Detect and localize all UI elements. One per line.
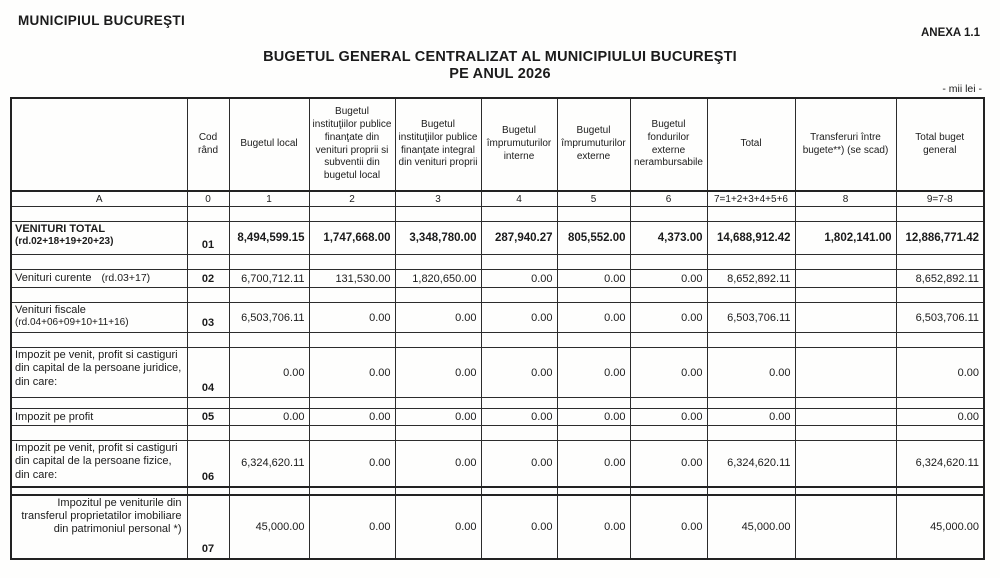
table-row	[11, 495, 984, 559]
col-code: 0	[187, 191, 229, 207]
indicator-text: Venituri curente	[15, 272, 92, 285]
indicator-text: Impozit pe venit, profit si castiguri din capital de la persoane juridice, din care:	[15, 349, 182, 388]
value-cell: 0.00	[557, 409, 630, 426]
value-cell: 0.00	[395, 409, 481, 426]
indicator-text: Impozitul pe veniturile din transferul proprietatilor imobiliare din patrimoniul personal *)	[21, 496, 182, 536]
col-header-imprumuturi-externe: Bugetul împrumuturilor externe	[557, 98, 630, 191]
column-code-row	[11, 191, 984, 207]
col-code: 1	[229, 191, 309, 207]
value-cell: 0.00	[630, 441, 707, 487]
value-cell	[795, 409, 896, 426]
unit-note: - mii lei -	[942, 83, 982, 95]
col-code: 9=7-8	[896, 191, 984, 207]
value-cell: 0.00	[630, 303, 707, 333]
value-cell: 8,652,892.11	[896, 270, 984, 288]
col-header-bugetul-local: Bugetul local	[229, 98, 309, 191]
col-code: 6	[630, 191, 707, 207]
value-cell: 0.00	[896, 409, 984, 426]
value-cell: 6,503,706.11	[896, 303, 984, 333]
col-header-indicator	[11, 98, 187, 191]
cod-rand-cell: 03	[187, 303, 229, 333]
formula-text: (rd.03+17)	[101, 272, 151, 285]
value-cell: 0.00	[707, 348, 795, 398]
value-cell	[795, 495, 896, 559]
value-cell: 0.00	[229, 348, 309, 398]
document-title-line1: BUGETUL GENERAL CENTRALIZAT AL MUNICIPIULUI BUCUREŞTI	[263, 49, 737, 65]
col-header-institutii-integral: Bugetul instituţiilor publice finanţate integral din venituri proprii	[395, 98, 481, 191]
cod-rand-cell: 01	[187, 222, 229, 255]
value-cell: 0.00	[395, 495, 481, 559]
col-header-cod-rand: Cod rând	[187, 98, 229, 191]
row-label	[11, 409, 187, 426]
value-cell: 131,530.00	[309, 270, 395, 288]
value-cell: 0.00	[481, 348, 557, 398]
spacer-row	[11, 333, 984, 348]
col-code: A	[11, 191, 187, 207]
value-cell: 0.00	[481, 409, 557, 426]
col-code: 5	[557, 191, 630, 207]
col-header-total-general: Total buget general	[896, 98, 984, 191]
value-cell: 0.00	[229, 409, 309, 426]
value-cell: 14,688,912.42	[707, 222, 795, 255]
spacer-row	[11, 487, 984, 495]
value-cell: 0.00	[309, 303, 395, 333]
col-code: 8	[795, 191, 896, 207]
value-cell: 0.00	[896, 348, 984, 398]
header-row	[11, 98, 984, 191]
row-label	[11, 495, 187, 559]
annex-label: ANEXA 1.1	[920, 27, 980, 39]
value-cell: 0.00	[309, 495, 395, 559]
value-cell: 6,324,620.11	[229, 441, 309, 487]
col-code: 4	[481, 191, 557, 207]
formula-text: (rd.02+18+19+20+23)	[15, 236, 114, 248]
indicator-text: VENITURI TOTAL	[15, 223, 106, 235]
value-cell: 0.00	[309, 409, 395, 426]
value-cell: 0.00	[395, 303, 481, 333]
table-row	[11, 409, 984, 426]
row-label	[11, 270, 187, 288]
value-cell: 1,802,141.00	[795, 222, 896, 255]
value-cell	[795, 348, 896, 398]
value-cell: 6,324,620.11	[896, 441, 984, 487]
col-code: 7=1+2+3+4+5+6	[707, 191, 795, 207]
value-cell: 0.00	[395, 348, 481, 398]
spacer-row	[11, 288, 984, 303]
value-cell: 1,820,650.00	[395, 270, 481, 288]
value-cell: 0.00	[481, 495, 557, 559]
row-label	[11, 303, 187, 333]
cod-rand-cell: 04	[187, 348, 229, 398]
spacer-row	[11, 426, 984, 441]
value-cell: 6,503,706.11	[229, 303, 309, 333]
indicator-text: Impozit pe profit	[15, 410, 94, 423]
value-cell: 3,348,780.00	[395, 222, 481, 255]
col-code: 3	[395, 191, 481, 207]
row-label	[11, 222, 187, 255]
table-row	[11, 222, 984, 255]
value-cell: 0.00	[707, 409, 795, 426]
table-row	[11, 348, 984, 398]
cod-rand-cell: 02	[187, 270, 229, 288]
value-cell: 45,000.00	[229, 495, 309, 559]
document-title-line2: PE ANUL 2026	[449, 66, 551, 82]
value-cell: 0.00	[481, 270, 557, 288]
row-label	[11, 441, 187, 487]
col-header-fonduri-externe: Bugetul fondurilor externe nerambursabile	[630, 98, 707, 191]
value-cell	[795, 303, 896, 333]
value-cell: 0.00	[557, 495, 630, 559]
col-code: 2	[309, 191, 395, 207]
spacer-row	[11, 398, 984, 409]
value-cell: 0.00	[630, 409, 707, 426]
cod-rand-cell: 06	[187, 441, 229, 487]
value-cell: 0.00	[557, 441, 630, 487]
col-header-institutii-subventii: Bugetul instituţiilor publice finanţate din venituri proprii si subventii din bugetul local	[309, 98, 395, 191]
value-cell: 0.00	[481, 441, 557, 487]
budget-table	[10, 97, 985, 560]
value-cell: 0.00	[309, 348, 395, 398]
value-cell: 0.00	[630, 270, 707, 288]
value-cell: 0.00	[630, 495, 707, 559]
value-cell: 4,373.00	[630, 222, 707, 255]
value-cell: 0.00	[557, 303, 630, 333]
value-cell: 0.00	[481, 303, 557, 333]
spacer-row	[11, 207, 984, 222]
cod-rand-cell: 05	[187, 409, 229, 426]
indicator-text: Impozit pe venit, profit si castiguri din capital de la persoane fizice, din care:	[15, 442, 178, 481]
value-cell	[795, 270, 896, 288]
value-cell: 0.00	[557, 270, 630, 288]
value-cell: 0.00	[557, 348, 630, 398]
table-row	[11, 441, 984, 487]
table-row	[11, 270, 984, 288]
col-header-transferuri: Transferuri între bugete**) (se scad)	[795, 98, 896, 191]
value-cell: 12,886,771.42	[896, 222, 984, 255]
value-cell: 45,000.00	[707, 495, 795, 559]
value-cell	[795, 441, 896, 487]
value-cell: 0.00	[309, 441, 395, 487]
row-label	[11, 348, 187, 398]
value-cell: 287,940.27	[481, 222, 557, 255]
indicator-text: Venituri fiscale	[15, 304, 86, 316]
organization-title: MUNICIPIUL BUCUREŞTI	[18, 13, 186, 28]
table-row	[11, 303, 984, 333]
value-cell: 6,700,712.11	[229, 270, 309, 288]
col-header-total: Total	[707, 98, 795, 191]
value-cell: 8,652,892.11	[707, 270, 795, 288]
value-cell: 805,552.00	[557, 222, 630, 255]
value-cell: 6,324,620.11	[707, 441, 795, 487]
value-cell: 1,747,668.00	[309, 222, 395, 255]
col-header-imprumuturi-interne: Bugetul împrumuturilor interne	[481, 98, 557, 191]
value-cell: 8,494,599.15	[229, 222, 309, 255]
value-cell: 6,503,706.11	[707, 303, 795, 333]
cod-rand-cell: 07	[187, 495, 229, 559]
value-cell: 45,000.00	[896, 495, 984, 559]
formula-text: (rd.04+06+09+10+11+16)	[15, 317, 129, 329]
value-cell: 0.00	[630, 348, 707, 398]
value-cell: 0.00	[395, 441, 481, 487]
spacer-row	[11, 255, 984, 270]
